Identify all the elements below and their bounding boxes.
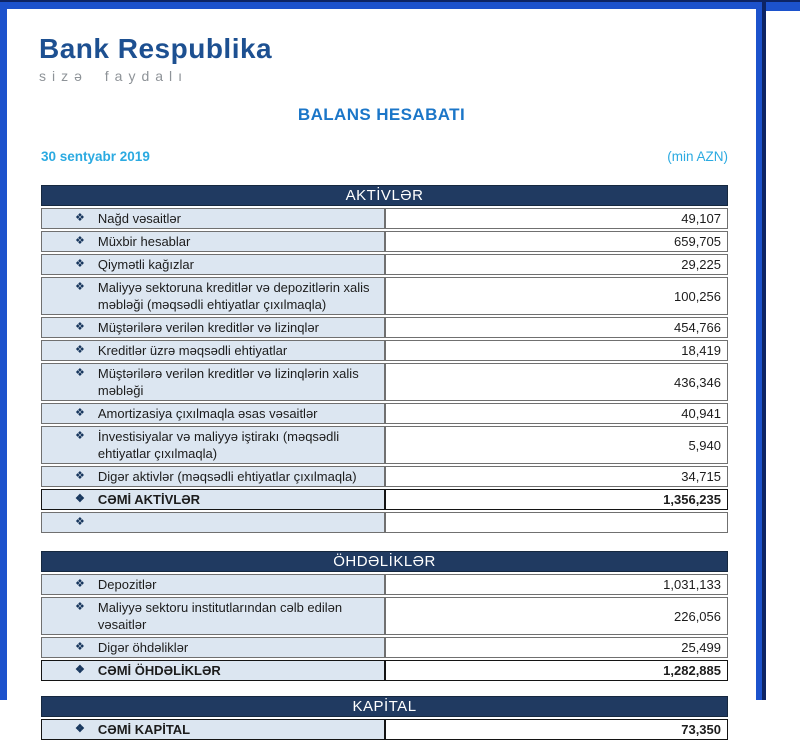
row-value: 73,350 xyxy=(385,719,729,740)
section-capital xyxy=(41,694,728,742)
diamond-bullet-icon: ❖ xyxy=(75,493,85,505)
row-label: Digər öhdəliklər xyxy=(97,640,189,655)
table-row-total-assets xyxy=(41,489,728,510)
document-page xyxy=(7,9,756,737)
diamond-bullet-icon: ❖ xyxy=(75,344,85,356)
diamond-bullet-icon: ❖ xyxy=(75,578,85,590)
row-value xyxy=(385,512,729,533)
row-label: Kreditlər üzrə məqsədli ehtiyatlar xyxy=(97,343,288,358)
row-label: Maliyyə sektoruna kreditlər və depozitlərin xalis məbləği (məqsədli ehtiyatlar çıxılmaqla) xyxy=(97,280,370,312)
table-row-empty xyxy=(41,512,728,533)
diamond-bullet-icon: ❖ xyxy=(75,367,85,379)
section-header-liabilities: ÖHDƏLİKLƏR xyxy=(41,551,728,572)
table-row xyxy=(41,340,728,361)
row-label: Müxbir hesablar xyxy=(97,234,191,249)
row-value: 454,766 xyxy=(385,317,729,338)
diamond-bullet-icon: ❖ xyxy=(75,470,85,482)
diamond-bullet-icon: ❖ xyxy=(75,723,85,735)
table-row xyxy=(41,317,728,338)
row-label: Digər aktivlər (məqsədli ehtiyatlar çıxılmaqla) xyxy=(97,469,357,484)
section-assets xyxy=(41,183,728,535)
row-label: Müştərilərə verilən kreditlər və lizinqlərin xalis məbləği xyxy=(97,366,359,398)
row-value: 29,225 xyxy=(385,254,729,275)
assets-table xyxy=(41,183,728,535)
diamond-bullet-icon: ❖ xyxy=(75,601,85,613)
row-value: 49,107 xyxy=(385,208,729,229)
report-meta xyxy=(41,149,728,164)
row-value: 40,941 xyxy=(385,403,729,424)
row-label: CƏMİ AKTİVLƏR xyxy=(97,492,201,507)
diamond-bullet-icon: ❖ xyxy=(75,321,85,333)
row-value: 1,031,133 xyxy=(385,574,729,595)
row-label: Depozitlər xyxy=(97,577,157,592)
row-label: Nağd vəsaitlər xyxy=(97,211,181,226)
row-label: CƏMİ KAPİTAL xyxy=(97,722,191,737)
table-row xyxy=(41,254,728,275)
diamond-bullet-icon: ❖ xyxy=(75,430,85,442)
brand-logo xyxy=(39,33,756,84)
diamond-bullet-icon: ❖ xyxy=(75,664,85,676)
row-label: CƏMİ ÖHDƏLİKLƏR xyxy=(97,663,221,678)
capital-table xyxy=(41,694,728,742)
table-row xyxy=(41,574,728,595)
diamond-bullet-icon: ❖ xyxy=(75,281,85,293)
table-row xyxy=(41,426,728,464)
table-row xyxy=(41,403,728,424)
row-value: 100,256 xyxy=(385,277,729,315)
diamond-bullet-icon: ❖ xyxy=(75,258,85,270)
row-label: Qiymətli kağızlar xyxy=(97,257,194,272)
row-value: 436,346 xyxy=(385,363,729,401)
table-row xyxy=(41,277,728,315)
row-value: 18,419 xyxy=(385,340,729,361)
currency-unit-label: (min AZN) xyxy=(667,149,728,164)
page-title: BALANS HESABATI xyxy=(297,105,466,124)
section-header-assets: AKTİVLƏR xyxy=(41,185,728,206)
section-header-capital: KAPİTAL xyxy=(41,696,728,717)
diamond-bullet-icon: ❖ xyxy=(75,212,85,224)
diamond-bullet-icon: ❖ xyxy=(75,641,85,653)
row-value: 34,715 xyxy=(385,466,729,487)
row-label: Müştərilərə verilən kreditlər və lizinqlər xyxy=(97,320,319,335)
table-row-total-capital xyxy=(41,719,728,740)
row-value: 659,705 xyxy=(385,231,729,252)
row-label: İnvestisiyalar və maliyyə iştirakı (məqsədli ehtiyatlar çıxılmaqla) xyxy=(97,429,340,461)
brand-tagline: sizə faydalı xyxy=(39,68,189,84)
row-label: Amortizasiya çıxılmaqla əsas vəsaitlər xyxy=(97,406,318,421)
table-row xyxy=(41,208,728,229)
brand-name: Bank Respublika xyxy=(39,33,273,64)
table-row xyxy=(41,231,728,252)
report-date: 30 sentyabr 2019 xyxy=(41,149,150,164)
diamond-bullet-icon: ❖ xyxy=(75,235,85,247)
table-row xyxy=(41,637,728,658)
row-value: 1,356,235 xyxy=(385,489,729,510)
table-row xyxy=(41,466,728,487)
row-label: Maliyyə sektoru institutlarından cəlb edilən vəsaitlər xyxy=(97,600,343,632)
table-row xyxy=(41,597,728,635)
diamond-bullet-icon: ❖ xyxy=(75,516,85,528)
row-value: 226,056 xyxy=(385,597,729,635)
table-row-total-liabilities xyxy=(41,660,728,681)
row-value: 1,282,885 xyxy=(385,660,729,681)
row-value: 25,499 xyxy=(385,637,729,658)
row-value: 5,940 xyxy=(385,426,729,464)
diamond-bullet-icon: ❖ xyxy=(75,407,85,419)
table-row xyxy=(41,363,728,401)
